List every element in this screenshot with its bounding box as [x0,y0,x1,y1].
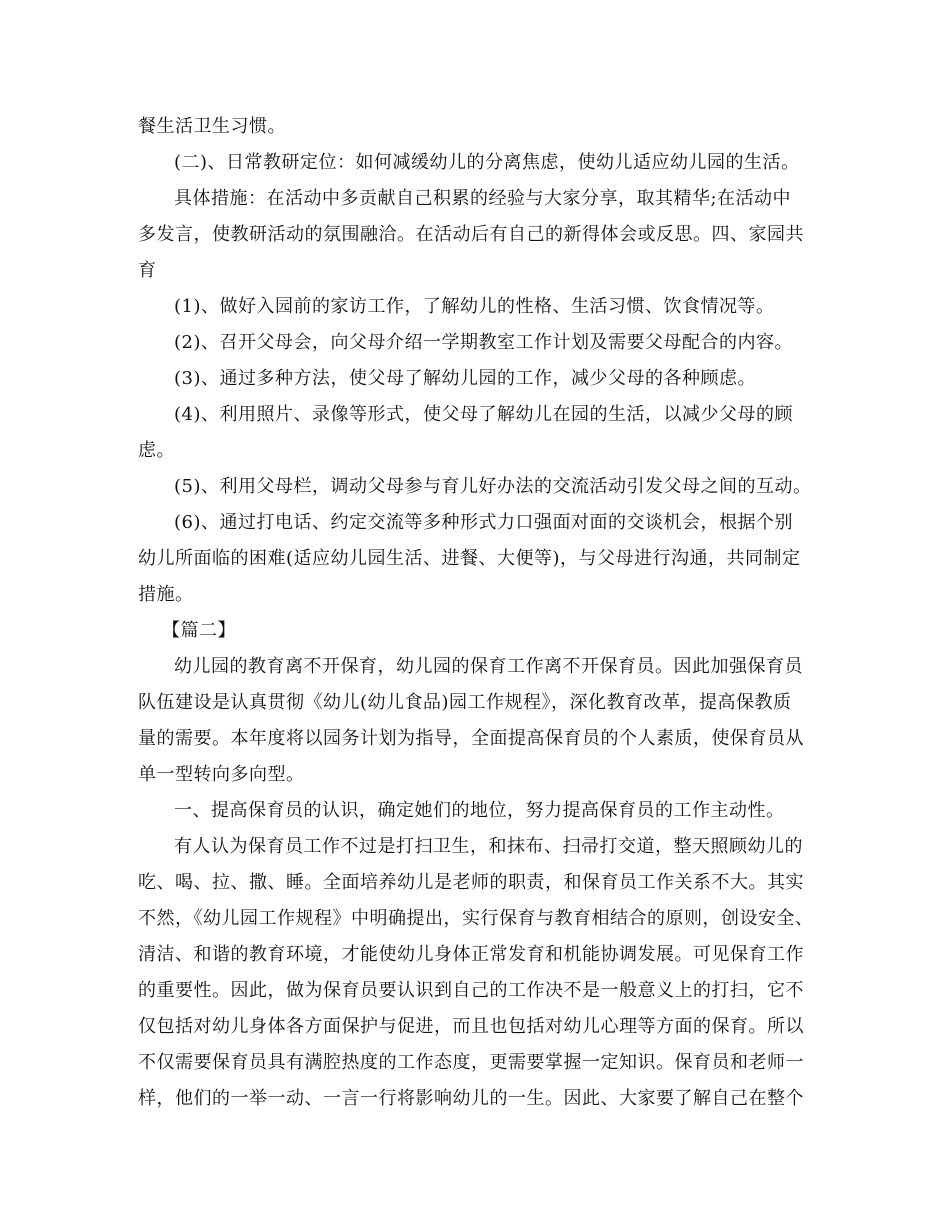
text-line: (5)、利用父母栏，调动父母参与育儿好办法的交流活动引发父母之间的互动。 [174,476,812,497]
text-line: 虑。 [138,440,175,461]
text-line: 清洁、和谐的教育环境，才能使幼儿身体正常发育和机能协调发展。可见保育工作 [138,944,804,965]
section-heading: 【篇二】 [162,620,236,641]
text-line: 幼儿园的教育离不开保育，幼儿园的保育工作离不开保育员。因此加强保育员 [174,656,803,677]
text-line: 餐生活卫生习惯。 [138,116,286,137]
text-line: (6)、通过打电话、约定交流等多种形式力口强面对面的交谈机会，根据个别 [174,512,793,533]
text-line: 有人认为保育员工作不过是打扫卫生，和抹布、扫帚打交道，整天照顾幼儿的 [174,836,803,857]
text-line: 一、提高保育员的认识，确定她们的地位，努力提高保育员的工作主动性。 [174,800,785,821]
text-line: (3)、通过多种方法，使父母了解幼儿园的工作，减少父母的各种顾虑。 [174,368,756,389]
text-line: (二)、日常教研定位：如何减缓幼儿的分离焦虑，使幼儿适应幼儿园的生活。 [174,152,800,173]
text-line: 队伍建设是认真贯彻《幼儿(幼儿食品)园工作规程》，深化教育改革，提高保教质 [138,692,792,713]
text-line: 措施。 [138,584,194,605]
text-line: (1)、做好入园前的家访工作，了解幼儿的性格、生活习惯、饮食情况等。 [174,296,775,317]
text-line: 多发言，使教研活动的氛围融洽。在活动后有自己的新得体会或反思。四、家园共 [138,224,804,245]
text-line: 的重要性。因此，做为保育员要认识到自己的工作决不是一般意义上的打扫，它不 [138,980,804,1001]
text-line: 不仅需要保育员具有满腔热度的工作态度，更需要掌握一定知识。保育员和老师一 [138,1052,804,1073]
text-line: 不然，《幼儿园工作规程》中明确提出，实行保育与教育相结合的原则，创设安全、 [138,908,814,929]
text-line: (2)、召开父母会，向父母介绍一学期教室工作计划及需要父母配合的内容。 [174,332,793,353]
text-line: 吃、喝、拉、撒、睡。全面培养幼儿是老师的职责，和保育员工作关系不大。其实 [138,872,804,893]
text-line: 量的需要。本年度将以园务计划为指导，全面提高保育员的个人素质，使保育员从 [138,728,804,749]
text-line: 单一型转向多向型。 [138,764,305,785]
text-line: (4)、利用照片、录像等形式，使父母了解幼儿在园的生活，以减少父母的顾 [174,404,793,425]
text-line: 样，他们的一举一动、一言一行将影响幼儿的一生。因此、大家要了解自己在整个 [138,1088,804,1109]
text-line: 仅包括对幼儿身体各方面保护与促进，而且也包括对幼儿心理等方面的保育。所以 [138,1016,804,1037]
text-line: 幼儿所面临的困难(适应幼儿园生活、进餐、大便等)，与父母进行沟通，共同制定 [138,548,801,569]
text-line: 具体措施：在活动中多贡献自己积累的经验与大家分享，取其精华;在活动中 [174,188,792,209]
text-line: 育 [138,260,157,281]
